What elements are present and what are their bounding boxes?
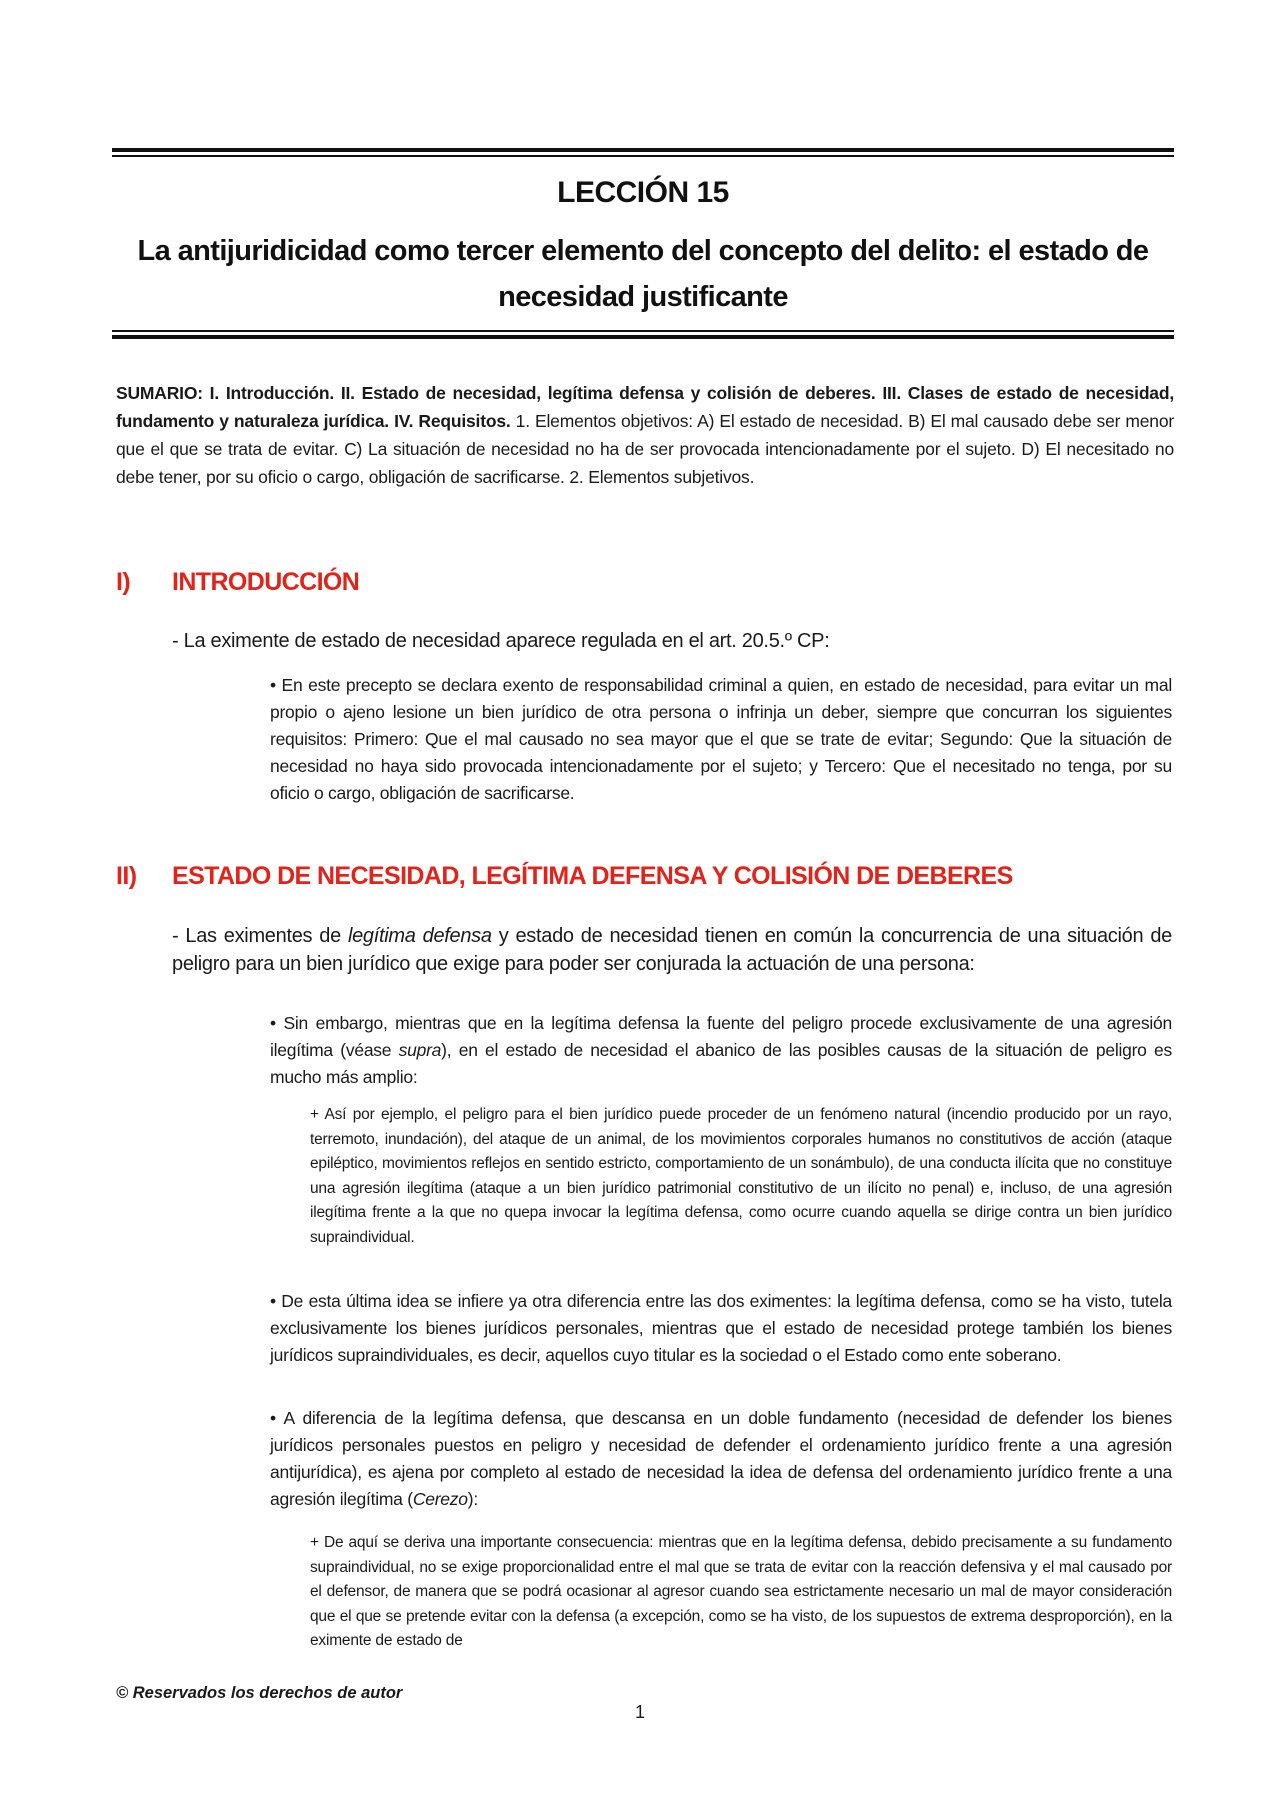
paragraph-intro: - La eximente de estado de necesidad aparece regulada en el art. 20.5.º CP: <box>172 630 830 652</box>
header-rule-bottom <box>112 330 1174 339</box>
text-emphasis: legítima defensa <box>347 925 492 947</box>
paragraph-bullet <box>270 1405 1172 1513</box>
summary-rest: 1. Elementos objetivos: A) El estado de necesidad. B) El mal causado debe ser menor que el que se trata de evitar. C) La situación de necesidad no ha de ser provocada intencionadamente por el sujeto. D) El necesitado no debe tener, por su oficio o cargo, obligación de sacrificarse. 2. Elementos subjetivos. <box>116 411 1174 487</box>
text-run: • Sin embargo, mientras que en la legítima defensa la fuente del peligro procede exclusivamente de una agresión ilegítima (véase <box>270 1013 1172 1060</box>
paragraph-sub-bullet: + De aquí se deriva una importante consecuencia: mientras que en la legítima defensa, debido precisamente a su fundamento supraindividual, no se exige proporcionalidad entre el mal que se trata de evitar con la reacción defensiva y el mal causado por el defensor, de manera que se podrá ocasionar al agresor cuando sea estrictamente necesario un mal de mayor consideración que el que se pretende evitar con la defensa (a excepción, como se ha visto, de los supuestos de extrema desproporción), en la eximente de estado de <box>310 1534 1172 1649</box>
section-title: INTRODUCCIÓN <box>172 568 360 596</box>
text-emphasis: supra <box>398 1040 442 1060</box>
lesson-number: LECCIÓN 15 <box>557 176 729 209</box>
paragraph-intro <box>172 922 1172 978</box>
section-heading-2 <box>116 862 1013 891</box>
text-run: ): <box>467 1489 478 1509</box>
lesson-title-line-2: necesidad justificante <box>498 281 788 313</box>
text-run: y estado de necesidad tienen en común la concurrencia de una situación de peligro para un bien jurídico que exige para poder ser conjurada la actuación de una persona: <box>172 925 1172 975</box>
text-run: - Las eximentes de <box>172 925 348 947</box>
copyright-notice: © Reservados los derechos de autor <box>116 1684 403 1702</box>
section-number: II) <box>116 862 137 890</box>
paragraph-bullet: • De esta última idea se infiere ya otra diferencia entre las dos eximentes: la legítima defensa, como se ha visto, tutela exclusivamente los bienes jurídicos personales, mientras que el estado de necesidad protege también los bienes jurídicos supraindividuales, es decir, aquellos cuyo titular es la sociedad o el Estado como ente soberano. <box>270 1291 1172 1365</box>
text-run: • A diferencia de la legítima defensa, que descansa en un doble fundamento (necesidad de defender los bienes jurídicos personales puestos en peligro y necesidad de defender el ordenamiento jurídico frente a una agresión antijurídica), es ajena por completo al estado de necesidad la idea de defensa del ordenamiento jurídico frente a una agresión ilegítima ( <box>270 1408 1172 1509</box>
lesson-title <box>112 228 1174 320</box>
section-title: ESTADO DE NECESIDAD, LEGÍTIMA DEFENSA Y COLISIÓN DE DEBERES <box>172 862 1013 890</box>
header-rule-top <box>112 148 1174 157</box>
paragraph-bullet <box>270 1010 1172 1091</box>
lesson-title-line-1: La antijuridicidad como tercer elemento del concepto del delito: el estado de <box>137 235 1149 267</box>
text-emphasis: Cerezo <box>412 1489 468 1509</box>
text-run: ), en el estado de necesidad el abanico de las posibles causas de la situación de peligro es mucho más amplio: <box>270 1040 1172 1087</box>
summary <box>116 379 1174 491</box>
page-number: 1 <box>634 1702 645 1722</box>
section-number: I) <box>116 568 131 596</box>
paragraph-sub-bullet: + Así por ejemplo, el peligro para el bien jurídico puede proceder de un fenómeno natural (incendio producido por un rayo, terremoto, inundación), del ataque de un animal, de los movimientos corporales humanos no constitutivos de acción (ataque epiléptico, movimientos reflejos en sentido estricto, comportamiento de un sonámbulo), de una conducta ilícita que no constituye una agresión ilegítima (ataque a un bien jurídico patrimonial constitutivo de un ilícito no penal) e, incluso, de una agresión ilegítima frente a la que no quepa invocar la legítima defensa, como ocurre cuando aquella se dirige contra un bien jurídico supraindividual. <box>310 1106 1172 1246</box>
section-heading-1 <box>116 568 359 597</box>
summary-bold: SUMARIO: I. Introducción. II. Estado de necesidad, legítima defensa y colisión de deberes. III. Clases de estado de necesidad, fundamento y naturaleza jurídica. IV. Requisitos. <box>116 383 1174 431</box>
paragraph-bullet: • En este precepto se declara exento de responsabilidad criminal a quien, en estado de necesidad, para evitar un mal propio o ajeno lesione un bien jurídico de otra persona o infrinja un deber, siempre que concurran los siguientes requisitos: Primero: Que el mal causado no sea mayor que el que se trate de evitar; Segundo: Que la situación de necesidad no haya sido provocada intencionadamente por el sujeto; y Tercero: Que el necesitado no tenga, por su oficio o cargo, obligación de sacrificarse. <box>270 675 1172 803</box>
